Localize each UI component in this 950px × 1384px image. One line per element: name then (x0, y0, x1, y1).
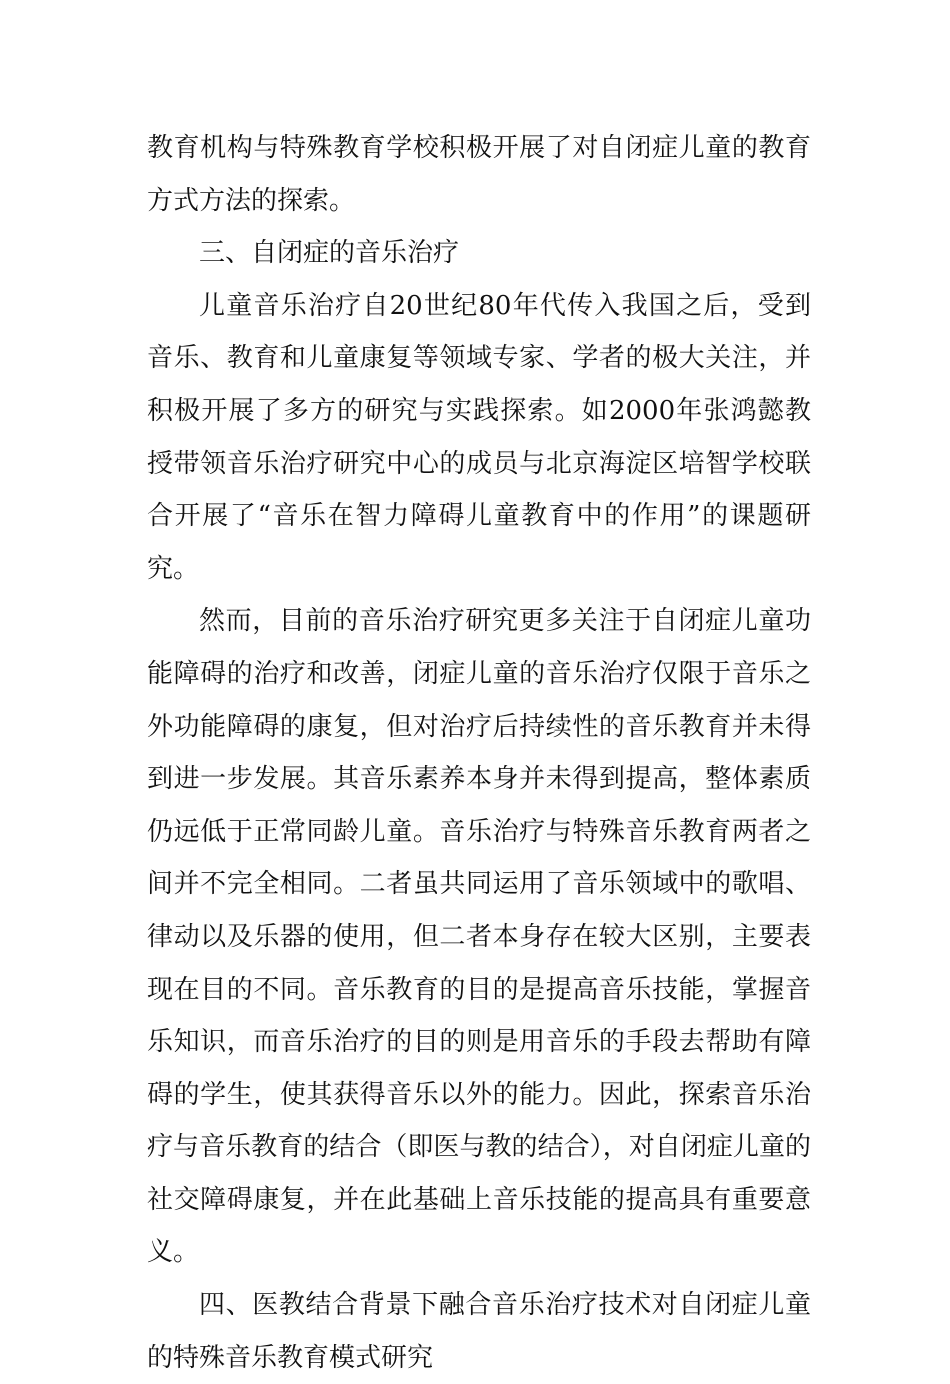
paragraph-continuation: 教育机构与特殊教育学校积极开展了对自闭症儿童的教育方式方法的探索。 (147, 133, 811, 216)
body-text (147, 122, 811, 1384)
section-heading-3: 三、自闭症的音乐治疗 (199, 238, 460, 269)
paragraph-music-therapy-history: 儿童音乐治疗自20世纪80年代传入我国之后，受到音乐、教育和儿童康复等领域专家、学者的极大关注，并积极开展了多方的研究与实践探索。如2000年张鸿懿教授带领音乐治疗研究中心的成员与北京海淀区培智学校联合开展了“音乐在智力障碍儿童教育中的作用”的课题研究。 (147, 290, 811, 584)
paragraph-music-therapy-vs-education: 然而，目前的音乐治疗研究更多关注于自闭症儿童功能障碍的治疗和改善，闭症儿童的音乐治疗仅限于音乐之外功能障碍的康复，但对治疗后持续性的音乐教育并未得到进一步发展。其音乐素养本身并未得到提高，整体素质仍远低于正常同龄儿童。音乐治疗与特殊音乐教育两者之间并不完全相同。二者虽共同运用了音乐领域中的歌唱、律动以及乐器的使用，但二者本身存在较大区别，主要表现在目的不同。音乐教育的目的是提高音乐技能，掌握音乐知识，而音乐治疗的目的则是用音乐的手段去帮助有障碍的学生，使其获得音乐以外的能力。因此，探索音乐治疗与音乐教育的结合（即医与教的结合），对自闭症儿童的社交障碍康复，并在此基础上音乐技能的提高具有重要意义。 (147, 606, 811, 1268)
section-heading-4: 四、医教结合背景下融合音乐治疗技术对自闭症儿童的特殊音乐教育模式研究 (147, 1290, 811, 1373)
